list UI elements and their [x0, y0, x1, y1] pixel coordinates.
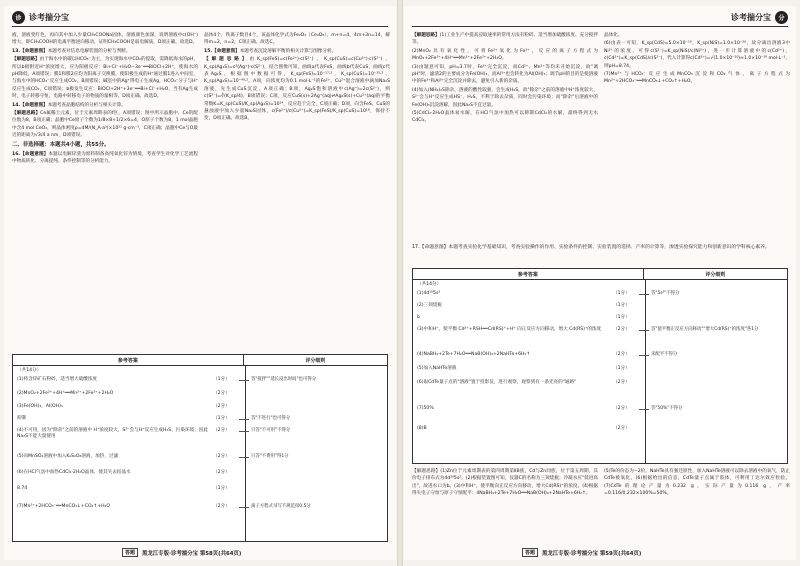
answer-text: (5)向MnSO₄溶液中加入K₂S₂O₈溶液，加热，过滤 [17, 454, 119, 459]
table-header [413, 269, 787, 280]
table-row [13, 454, 245, 460]
paragraph: (4)加入(NH₄)₂S除杂，溶液的酸性较强，会生成H₂S，故"除杂"之前的溶液中H⁺浓度较大，S²⁻会与H⁺反应生成HS⁻、H₂S，不利于除去杂质，同时会污染环境；而"除杂"后溶液中的Fe(OH)₃沉淀溶解，因此Na₂S不宜过量。 [412, 87, 598, 108]
points-label: （2分） [213, 391, 230, 396]
points-label: （2分） [613, 327, 630, 332]
table-row [413, 366, 645, 372]
solution-14: 【解题思路】Ce属稀土元素，位于元素周期表的f区，A项错误；图中所示晶胞中，Ce的配位数为8，B项正确；晶胞中Ce原子个数为1/8×8+1/2×6=4，O原子个数为8，1 mol晶胞中含4 mol CeO₂，则晶体密度ρ=4M/(N_A·a³)×10²¹ g·cm⁻³，C项正确；晶胞中Ce与O最近的距离为√3/4 a nm，D项错误。 [12, 111, 198, 139]
scoring-note-text: 答"不进行"也可得分 [251, 416, 291, 421]
answer-text: (2)三颈烧瓶 [417, 303, 442, 308]
table-row [13, 391, 245, 397]
table-row [13, 428, 245, 441]
answer-text: (4)NaBH₄+2Te+7H₂O══NaB(OH)₄+2NaHTe+6H₂↑ [417, 352, 531, 357]
right-bottom-col-2 [604, 468, 790, 544]
table-row [413, 303, 645, 309]
points-label: （1分） [213, 486, 230, 491]
scoring-note-text: 未配平不得分 [651, 352, 678, 357]
answer-text: (6)在HCl气氛中加热CdCl₂·2H₂O晶体，使其失去结晶水 [17, 470, 131, 475]
answer-text: (6)取CdTe量子点的"溶液"置于投影仪，进行观察，观察到有一条光亮的"通路" [417, 380, 577, 385]
scoring-note [639, 352, 677, 358]
points-label: （2分） [213, 470, 230, 475]
table-row: （共14分） [417, 282, 442, 287]
scoring-note-text: 离子方程式书写不规范扣0.5分 [251, 504, 311, 509]
points-label: （1分） [613, 303, 630, 308]
table-row: （共14分） [17, 368, 42, 373]
right-col-2 [604, 32, 790, 242]
table-row [413, 406, 645, 412]
scoring-note-text: 答"搅拌""延长浸出时间"也可得分 [251, 377, 317, 382]
section-title: 二、非选择题：本题共4小题，共55分。 [12, 141, 110, 148]
answer-text: (3)中和H⁺，使平衡 Cd²⁺+RSH══Cd(RS)⁺+H⁺ 向正反应方向移动，增大 Cd(RS)⁺的浓度 [417, 327, 602, 332]
header-rule [412, 26, 788, 27]
scoring-note-text: 只答"不可用"不得分 [251, 428, 291, 433]
points-label: （2分） [613, 426, 630, 431]
answer-text: (2)MnO₂+2Fe²⁺+4H⁺══Mn²⁺+2Fe³⁺+2H₂O [17, 391, 114, 396]
points-label: （2分） [213, 428, 230, 433]
scoring-note [239, 377, 316, 383]
header-rule [12, 26, 388, 27]
scoring-note [239, 416, 290, 422]
paragraph: (7)Mn²⁺与HCO₃⁻反应生成MnCO₃沉淀和CO₂气体，离子方程式为Mn²⁺+2HCO₃⁻══MnCO₃↓+CO₂↑+H₂O。 [604, 72, 790, 85]
table-row [413, 315, 645, 321]
col-scoring-header: 评分细则 [305, 357, 326, 364]
points-label: （2分） [613, 380, 630, 385]
left-col-1 [12, 32, 198, 350]
left-header [12, 9, 69, 25]
right-footer [522, 548, 641, 557]
header-title: 诊考揣分宝 [29, 12, 69, 22]
brand-logo-icon: 分 [775, 11, 788, 24]
answer-text: (3)Fe(OH)₃，Al(OH)₃ [17, 404, 63, 409]
scoring-note-text: 只答"不费用"得1分 [251, 454, 289, 459]
solution-16: 【解题思路】(1)工业生产中提高浸取速率的常用方法有粉碎、适当增加硫酸浓度、充分搅拌等。 [412, 33, 598, 46]
table-header [13, 355, 387, 366]
points-label: （1分） [613, 291, 630, 296]
answer-text: b [417, 315, 420, 320]
table-row [413, 327, 645, 333]
table-divider [645, 280, 646, 463]
page-number: 黑龙江专版·诊考揣分宝 第58页(共64页) [142, 550, 242, 557]
question-17-intro: 17.【命题意图】本题考查实验化学基础知识，考查实验操作的作用、实验条件的控制、实验装置的选择、产率的计算等，渗透实验探究能力和创新意识的学科核心素养。 [412, 245, 770, 250]
left-page [4, 6, 396, 560]
scoring-note [639, 327, 758, 333]
left-col-2 [204, 32, 390, 240]
scoring-note-text: 答"50%"不得分 [651, 406, 683, 411]
brand-logo-icon: 诊 [12, 11, 25, 24]
scoring-note [639, 291, 679, 297]
paragraph: 晶体4个，铁离子数目4个，该晶体化学式为Fe₂O₃（Ce₄O₈），m+n=4，4m+3n=14，解得m=2，n=2，C项正确。故选C。 [204, 33, 390, 46]
table-row [13, 377, 245, 383]
points-label: （1分） [613, 366, 630, 371]
points-label: （2分） [613, 406, 630, 411]
table-row [13, 504, 245, 510]
points-label: （2分） [613, 352, 630, 357]
answer-text: (7)50% [417, 406, 434, 411]
scoring-note-text: 答"使平衡正反应方向移动""增大Cd(RS)⁺的浓度"各1分 [651, 327, 759, 332]
scoring-note [639, 406, 682, 412]
scoring-table-16 [12, 354, 388, 542]
table-row [413, 291, 645, 297]
page-number: 黑龙江专版·诊考揣分宝 第59页(共64页) [542, 550, 642, 557]
scoring-note [239, 504, 311, 510]
answer-text: 抑制 [17, 416, 27, 421]
solution-17: 【解题思路】(1)Zn位于元素周期表的第四周期第ⅡB族，Cd与Zn同族，位于第五周期，其价电子排布式为4d¹⁰5s²。(2)根据装置图可知，仪器C的名称为三颈烧瓶；冷凝水应"低进高出"，故进水口为b。(3)中和H⁺，使平衡向正反应方向移动，增大Cd(RS)⁺的浓度。(4)根据得失电子守恒与原子守恒配平：4NaBH₄+2Te+7H₂O══NaB(OH)₄+2NaHTe+6H₂↑。 [412, 469, 598, 497]
points-label: （2分） [213, 504, 230, 509]
table-body [13, 366, 387, 541]
table-row [413, 426, 645, 432]
table-row [413, 380, 645, 386]
col-answer-header: 参考答案 [413, 269, 644, 279]
answer-text: (1)将含锌矿石粉碎，适当增大硫酸浓度 [17, 377, 98, 382]
question-16: 16.【命题意图】本题以电解锌渣为原料制备高纯氧化锌为情境，考查学生对化学工艺流程中物质转化、分离提纯、条件控制等的分析能力。 [12, 151, 198, 165]
paragraph: (2)MnO₂具有氧化性，可将Fe²⁺氧化为Fe³⁺，反应的离子方程式为MnO₂+2Fe²⁺+4H⁺══Mn²⁺+2Fe³⁺+2H₂O。 [412, 48, 598, 62]
right-page [404, 6, 796, 560]
question-15: 15.【命题意图】本题考查沉淀溶解平衡的相关计算与图像分析。 [204, 48, 337, 54]
points-label: （2分） [213, 454, 230, 459]
book-gutter [397, 0, 403, 566]
answer-text: (8)B [417, 426, 427, 431]
paragraph: 液，溶液变红色，再向其中加入少量CH₃COONa固体，溶液颜色加深，说明溶液中c(OH⁻)增大，即CH₃COOH的电离平衡逆向移动，证明CH₃COOH是弱电解质，D项正确。故选D。 [12, 33, 198, 46]
col-answer-header: 参考答案 [13, 355, 244, 365]
stamp: 答题 [522, 548, 538, 557]
points-label: （1分） [213, 416, 230, 421]
question-14: 14.【命题意图】本题考查晶胞结构的分析与相关计算。 [12, 102, 126, 108]
right-col-1 [412, 32, 598, 242]
right-header [731, 9, 788, 25]
scoring-note-text: 答"5s²"不得分 [651, 291, 680, 296]
points-label: （2分） [213, 404, 230, 409]
stamp: 答题 [122, 548, 138, 557]
header-title: 诊考揣分宝 [731, 12, 771, 22]
col-scoring-header: 评分细则 [705, 271, 726, 278]
solution-13: 【解题思路】由于海水中的碳以HCO₃⁻为主，为实现海水中CO₂的提取，需降低海水的pH，所以b极附近H⁺浓度增大，应为阳极反应：Bi+Cl⁻+H₂O−3e⁻══BiOCl+2H⁺，使海水的pH降低，A项错误；膜1和膜2应均为阳离子交换膜，使阳极生成的H⁺通过膜1进入中间室，与海水中的HCO₃⁻反应生成CO₂，B项错误；碱室中的Ag⁺得电子生成Ag，HCO₃⁻分子与H⁺反应生成CO₂，C项错误；b极发生反应：BiOCl+2H⁺+3e⁻══Bi+Cl⁻+H₂O，当有Ag生成时，电子转移守恒，电路中转移电子的物质的量相等，D项正确。故选D。 [12, 57, 198, 100]
paragraph: (5)CdCl₂·2H₂O晶体易水解，在HCl气氛中加热可以抑制CdCl₂的水解，最终得到无水CdCl₂。 [412, 111, 598, 124]
scoring-note [239, 454, 289, 460]
answer-text: (1)4d¹⁰5s² [417, 291, 441, 296]
table-row [413, 352, 645, 358]
answer-text: 8.74 [17, 486, 28, 491]
paragraph: (3)由题意可知，pH=3.7时，Fe³⁺完全沉淀，而Cd²⁺、Mn²⁺等均未开始沉淀，故"调pH"时，滤渣2的主要成分为Fe(OH)₃，而Al³⁺也会转化为Al(OH)₃；调节pH的目的是使溶液中的Fe³⁺和Al³⁺完全沉淀并除去，避免引入新的杂质。 [412, 64, 598, 85]
scoring-table-17 [412, 268, 788, 464]
table-row [13, 404, 245, 410]
scoring-note [239, 428, 290, 434]
question-13: 13.【命题意图】本题考查对信息电解装置的分析与判断。 [12, 48, 131, 54]
paragraph: 晶体化。 [604, 33, 623, 38]
table-body [413, 280, 787, 463]
answer-text: (4)不可用，因为"除杂"之前的溶液中 H⁺浓度较大，S²⁻会与H⁺反应生成H₂S，污染环境；因此Na₂S不能大量使用 [17, 428, 208, 440]
answer-text: (5)加入NaHTe溶液 [417, 366, 457, 371]
table-row [13, 470, 245, 476]
right-bottom-col-1 [412, 468, 598, 544]
table-row [13, 486, 245, 492]
points-label: （1分） [613, 315, 630, 320]
points-label: （1分） [213, 377, 230, 382]
table-row [13, 416, 245, 422]
left-footer [122, 548, 241, 557]
solution-15: 【解题思路】由K_sp(FeS)=c(Fe²⁺)·c(S²⁻)，K_sp(CuS)=c(Cu²⁺)·c(S²⁻)，K_sp(Ag₂S)=c²(Ag⁺)·c(S²⁻)，结合图像可知，曲线a代表FeS，曲线b代表CuS，曲线c代表Ag₂S。根据图中数据可得，K_sp(FeS)=10⁻¹⁷·²，K_sp(CuS)=10⁻³⁵·²，K_sp(Ag₂S)=10⁻⁴⁹·²。A项，向浓度均为0.1 mol·L⁻¹的Fe²⁺、Cu²⁺混合溶液中滴加Na₂S溶液，先生成CuS沉淀，A项正确；B项，Ag₂S饱和溶液中c(Ag⁺)=2c(S²⁻)，则c(S²⁻)=∛(K_sp/4)，B项错误；C项，反应CuS(s)+2Ag⁺(aq)⇌Ag₂S(s)+Cu²⁺(aq)的平衡常数K=K_sp(CuS)/K_sp(Ag₂S)=10¹⁴，反应趋于完全，C项正确；D项，向含FeS、CuS的悬浊液中加入少量Na₂S固体，c(Fe²⁺)/c(Cu²⁺)=K_sp(FeS)/K_sp(CuS)=10¹⁸，保持不变，D项正确。故选B。 [204, 57, 390, 122]
paragraph: (5)Te的价态为−2价，NaHTe具有强还原性，加入NaHTe溶液可以除去溶液中的氧气，防止CdTe被氧化。(6)根据给出的信息，CdTe量子点属于胶体，可利用丁达尔效应检验。(7)CdTe的理论产量为0.232 g，实际产量为0.116 g，产率=0.116/0.232×100%=50%。 [604, 469, 790, 497]
paragraph: (6)由表一可知，K_sp(CdS)=5.0×10⁻¹⁰，K_sp(NiS)=1.0×10⁻²⁶，故分离出溶液3中Ni²⁺的浓度，可得c(S²⁻)=K_sp(NiS)/c(Ni²⁺)，进一步计算溶液中的c(Cd²⁺)，c(Cd²⁺)=K_sp(CdS)/c(S²⁻)，代入计算得c(Cd²⁺)=√(1.0×10⁻²⁰)≈1.0×10⁻¹⁰ mol·L⁻¹，则pH=8.74。 [604, 41, 790, 69]
answer-text: (7)Mn²⁺+2HCO₃⁻══MnCO₃↓+CO₂↑+H₂O [17, 504, 111, 509]
